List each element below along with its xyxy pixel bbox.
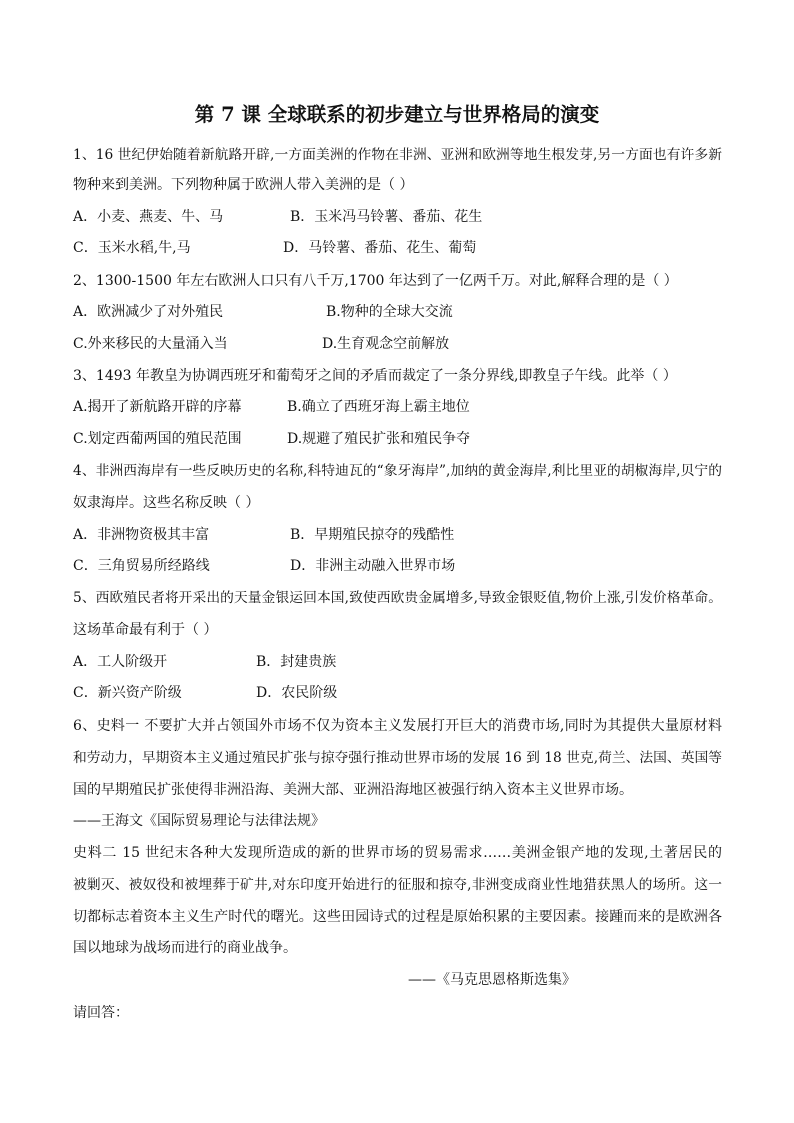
q1-option-a: A．小麦、燕麦、牛、马 bbox=[73, 209, 224, 225]
q3-option-c: C.划定西葡两国的殖民范围 bbox=[73, 431, 242, 447]
q3-stem-line-1: 3、1493 年教皇为协调西班牙和葡萄牙之间的矛盾而裁定了一条分界线,即教皇子午线。此举（ ） bbox=[73, 368, 677, 384]
q4-stem-line-2: 奴隶海岸。这些名称反映（ ） bbox=[73, 495, 260, 511]
q5-option-a: A．工人阶级开 bbox=[73, 654, 168, 670]
q6-source2-citation: ——《马克思恩格斯选集》 bbox=[408, 972, 576, 988]
q5-option-b: B．封建贵族 bbox=[256, 654, 337, 670]
q4-option-a: A．非洲物资极其丰富 bbox=[73, 527, 210, 543]
q1-stem-line-2: 物种来到美洲。下列物种属于欧洲人带入美洲的是（ ） bbox=[73, 177, 414, 193]
q6-source1-line-1: 6、史料一 不要扩大并占领国外市场不仅为资本主义发展打开巨大的消费市场,同时为其提供大量原材料 bbox=[73, 718, 722, 734]
lesson-title: 第 7 课 全球联系的初步建立与世界格局的演变 bbox=[194, 103, 600, 126]
q5-option-d: D．农民阶级 bbox=[256, 685, 338, 701]
q2-option-c: C.外来移民的大量涌入当 bbox=[73, 336, 228, 352]
q4-option-b: B．早期殖民掠夺的残酷性 bbox=[290, 527, 455, 543]
q6-source2-line-3: 切都标志着资本主义生产时代的曙光。这些田园诗式的过程是原始积累的主要因素。接踵而来的是欧洲各 bbox=[73, 909, 722, 925]
q6-source1-citation: ——王海文《国际贸易理论与法律法规》 bbox=[73, 813, 325, 829]
q2-option-d: D.生育观念空前解放 bbox=[322, 336, 450, 352]
q4-option-d: D．非洲主动融入世界市场 bbox=[290, 558, 456, 574]
q5-option-c: C．新兴资产阶级 bbox=[73, 685, 182, 701]
q2-option-b: B.物种的全球大交流 bbox=[326, 304, 453, 320]
q1-option-c: C．玉米水稻,牛,马 bbox=[73, 240, 191, 256]
q6-prompt: 请回答： bbox=[73, 1005, 129, 1021]
q3-option-d: D.规避了殖民扩张和殖民争夺 bbox=[287, 431, 471, 447]
q2-stem-line-1: 2、1300-1500 年左右欧洲人口只有八千万,1700 年达到了一亿两千万。对此,解释合理的是（ ） bbox=[73, 273, 678, 289]
q6-source1-line-2: 和劳动力，早期资本主义通过殖民扩张与掠夺强行推动世界市场的发展 16 到 18 世克,荷兰、法国、英国等 bbox=[73, 750, 722, 766]
q6-source2-line-1: 史料二 15 世纪末各种大发现所造成的新的世界市场的贸易需求……美洲金银产地的发现,土著居民的 bbox=[73, 845, 722, 861]
q1-option-d: D．马铃薯、番茄、花生、葡萄 bbox=[283, 240, 477, 256]
q5-stem-line-2: 这场革命最有利于（ ） bbox=[73, 622, 218, 638]
q4-stem-line-1: 4、非洲西海岸有一些反映历史的名称,科特迪瓦的“象牙海岸”,加纳的黄金海岸,利比里亚的胡椒海岸,贝宁的 bbox=[73, 463, 722, 479]
q5-stem-line-1: 5、西欧殖民者将开采出的天量金银运回本国,致使西欧贵金属增多,导致金银贬值,物价上涨,引发价格革命。 bbox=[73, 590, 722, 606]
q2-option-a: A．欧洲减少了对外殖民 bbox=[73, 304, 224, 320]
q1-stem-line-1: 1、16 世纪伊始随着新航路开辟,一方面美洲的作物在非洲、亚洲和欧洲等地生根发芽,另一方面也有许多新 bbox=[73, 147, 722, 163]
q6-source2-line-2: 被剿灭、被奴役和被埋葬于矿井,对东印度开始进行的征服和掠夺,非洲变成商业性地猎获黑人的场所。这一 bbox=[73, 877, 722, 893]
q6-source2-line-4: 国以地球为战场而进行的商业战争。 bbox=[73, 940, 297, 956]
q6-source1-line-3: 国的早期殖民扩张使得非洲沿海、美洲大部、亚洲沿海地区被强行纳入资本主义世界市场。 bbox=[73, 782, 633, 798]
q3-option-a: A.揭开了新航路开辟的序幕 bbox=[73, 399, 242, 415]
q4-option-c: C．三角贸易所经路线 bbox=[73, 558, 210, 574]
q1-option-b: B．玉米冯马铃薯、番茄、花生 bbox=[290, 209, 483, 225]
q3-option-b: B.确立了西班牙海上霸主地位 bbox=[287, 399, 470, 415]
